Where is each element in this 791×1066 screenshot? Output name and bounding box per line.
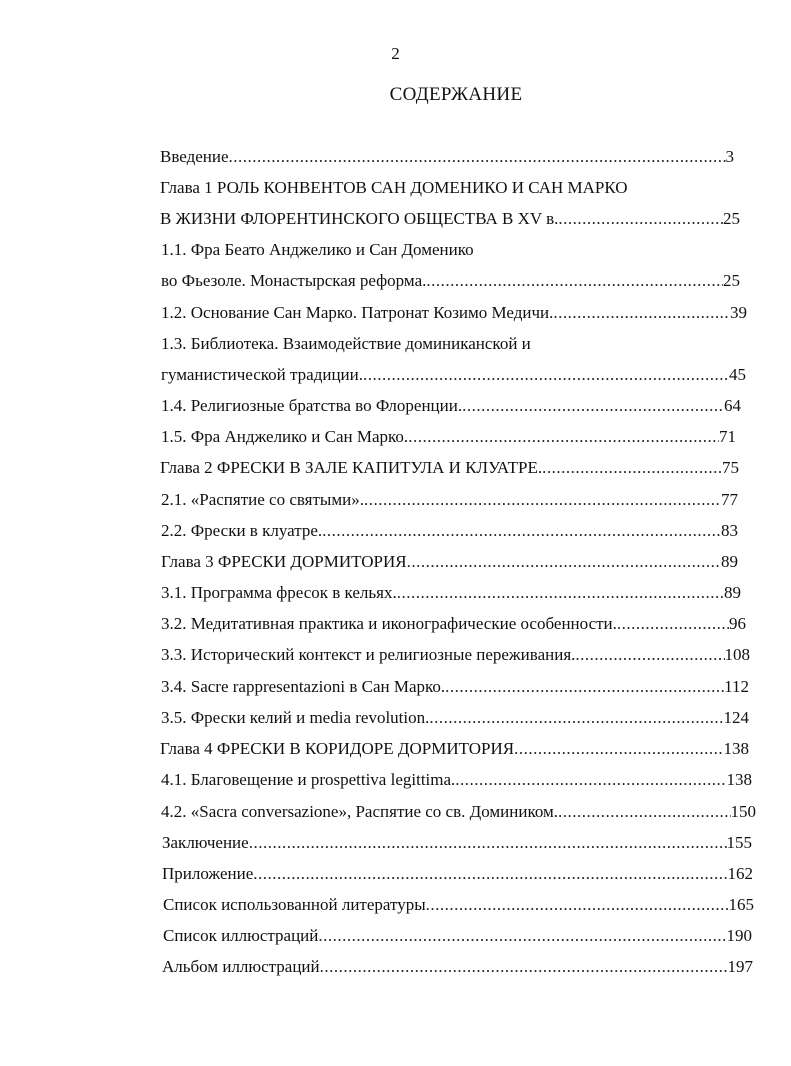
toc-entry[interactable] (161, 237, 474, 263)
toc-leader (253, 861, 727, 887)
toc-entry-text: 4.1. Благовещение и prospettiva legittima. (161, 770, 456, 789)
toc-entry[interactable] (161, 549, 738, 575)
toc-entry[interactable] (161, 393, 741, 419)
toc-entry[interactable] (161, 674, 749, 700)
toc-leader (558, 206, 723, 232)
toc-leader (397, 580, 724, 606)
toc-leader (462, 393, 724, 419)
toc-entry-text: 3.2. Медитативная практика и иконографические особенности. (161, 614, 617, 633)
toc-entry-page: 89 (724, 583, 741, 602)
toc-entry-page: 124 (723, 708, 749, 727)
toc-entry[interactable] (163, 892, 754, 918)
toc-entry[interactable] (161, 362, 746, 388)
toc-entry-text: 2.1. «Распятие со святыми». (161, 490, 364, 509)
toc-entry-text: Список иллюстраций (163, 926, 319, 945)
toc-leader (553, 300, 730, 326)
toc-entry-text: 1.4. Религиозные братства во Флоренции. (161, 396, 463, 415)
toc-entry[interactable] (161, 767, 752, 793)
toc-entry-text: во Фьезоле. Монастырская реформа. (161, 271, 427, 290)
toc-entry[interactable] (161, 705, 749, 731)
toc-entry[interactable] (161, 268, 740, 294)
toc-entry-text: Заключение (162, 833, 249, 852)
toc-entry-page: 75 (722, 458, 739, 477)
toc-entry[interactable] (162, 830, 752, 856)
toc-entry[interactable] (160, 144, 734, 170)
toc-entry-text: Приложение (162, 864, 254, 883)
toc-entry-text: Глава 2 ФРЕСКИ В ЗАЛЕ КАПИТУЛА И КЛУАТРЕ. (160, 458, 543, 477)
toc-entry-page: 138 (726, 770, 752, 789)
toc-leader (408, 424, 719, 450)
toc-leader (426, 268, 723, 294)
toc-entry[interactable] (162, 861, 753, 887)
page-title: СОДЕРЖАНИЕ (389, 84, 523, 105)
toc-entry[interactable] (161, 580, 741, 606)
toc-leader (445, 674, 724, 700)
toc-entry[interactable] (161, 799, 756, 825)
toc-entry-text: 3.1. Программа фресок в кельях. (161, 583, 397, 602)
toc-leader (363, 362, 729, 388)
toc-entry[interactable] (163, 923, 752, 949)
toc-entry-text: 3.4. Sacre rappresentazioni в Сан Марко. (161, 677, 446, 696)
toc-entry[interactable] (161, 487, 738, 513)
toc-entry-text: Список использованной литературы (163, 895, 426, 914)
toc-entry-page: 197 (727, 957, 753, 976)
toc-entry-text: 1.3. Библиотека. Взаимодействие доминиканской и (161, 334, 531, 353)
toc-entry[interactable] (161, 611, 746, 637)
toc-entry-text: 3.3. Исторический контекст и религиозные переживания. (161, 645, 576, 664)
toc-entry-page: 25 (723, 271, 740, 290)
toc-leader (429, 705, 723, 731)
toc-entry-text: 1.5. Фра Анджелико и Сан Марко. (161, 427, 409, 446)
toc-entry-page: 83 (721, 521, 738, 540)
toc-entry-page: 108 (724, 645, 750, 664)
toc-leader (617, 611, 729, 637)
toc-entry-page: 138 (723, 739, 749, 758)
toc-leader (320, 954, 728, 980)
toc-entry-text: Глава 3 ФРЕСКИ ДОРМИТОРИЯ (161, 552, 407, 571)
toc-entry[interactable] (160, 206, 740, 232)
toc-leader (322, 518, 721, 544)
toc-entry-page: 190 (726, 926, 752, 945)
toc-leader (542, 455, 722, 481)
toc-entry-text: 4.2. «Sacra conversazione», Распятие со св. Домиником. (161, 802, 559, 821)
toc-entry-page: 45 (729, 365, 746, 384)
toc-entry[interactable] (161, 518, 738, 544)
toc-entry[interactable] (160, 736, 749, 762)
toc-leader (364, 487, 721, 513)
page-number: 2 (391, 44, 400, 63)
toc-entry-page: 150 (730, 802, 756, 821)
toc-entry-page: 77 (721, 490, 738, 509)
toc-leader (249, 830, 727, 856)
toc-entry-page: 71 (719, 427, 736, 446)
toc-leader (558, 799, 730, 825)
toc-leader (426, 892, 729, 918)
toc-leader (318, 923, 726, 949)
toc-entry-text: 1.2. Основание Сан Марко. Патронат Козимо Медичи. (161, 303, 554, 322)
toc-entry[interactable] (161, 424, 736, 450)
toc-leader (407, 549, 721, 575)
toc-entry[interactable] (160, 175, 628, 201)
toc-entry-text: Альбом иллюстраций (162, 957, 320, 976)
toc-entry-text: Глава 4 ФРЕСКИ В КОРИДОРЕ ДОРМИТОРИЯ (160, 739, 515, 758)
toc-entry-text: 2.2. Фрески в клуатре. (161, 521, 323, 540)
toc-entry[interactable] (160, 455, 739, 481)
toc-entry-text: 1.1. Фра Беато Анджелико и Сан Доменико (161, 240, 474, 259)
toc-entry[interactable] (162, 954, 753, 980)
toc-leader (514, 736, 723, 762)
toc-entry-page: 155 (726, 833, 752, 852)
toc-entry-text: Глава 1 РОЛЬ КОНВЕНТОВ САН ДОМЕНИКО И САН МАРКО (160, 178, 628, 197)
toc-entry-page: 162 (727, 864, 753, 883)
toc-entry-text: В ЖИЗНИ ФЛОРЕНТИНСКОГО ОБЩЕСТВА В XV в. (160, 209, 559, 228)
toc-entry-page: 165 (728, 895, 754, 914)
toc-entry-page: 64 (724, 396, 741, 415)
toc-entry-text: 3.5. Фрески келий и media revolution. (161, 708, 430, 727)
toc-entry-page: 3 (725, 147, 734, 166)
toc-entry-page: 25 (723, 209, 740, 228)
toc-entry-page: 89 (721, 552, 738, 571)
toc-entry-page: 112 (724, 677, 749, 696)
toc-entry[interactable] (161, 331, 531, 357)
toc-entry-text: гуманистической традиции. (161, 365, 363, 384)
toc-entry-page: 96 (729, 614, 746, 633)
toc-entry[interactable] (161, 642, 750, 668)
toc-entry-page: 39 (730, 303, 747, 322)
toc-leader (575, 642, 724, 668)
toc-leader (455, 767, 726, 793)
toc-entry-text: Введение (160, 147, 229, 166)
toc-entry[interactable] (161, 300, 747, 326)
toc-leader (229, 144, 726, 170)
